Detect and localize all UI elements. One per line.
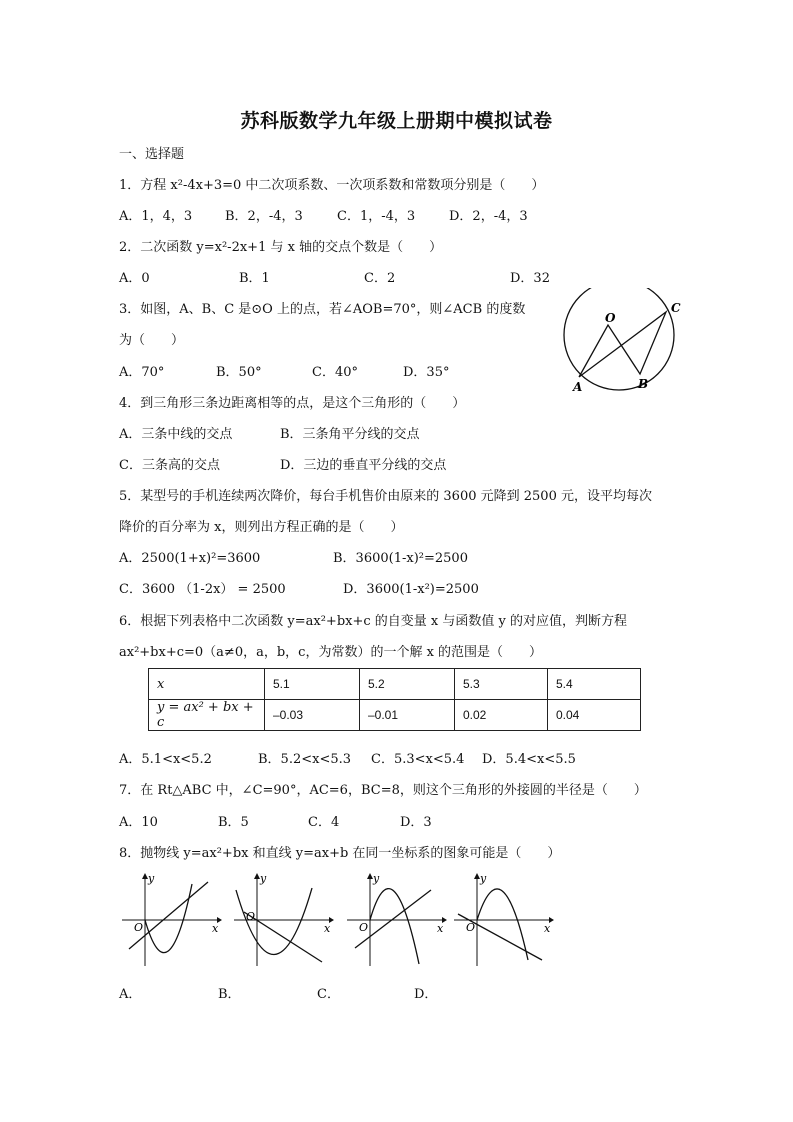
q3-option-d: D．35° [403, 365, 450, 380]
question-5-stem-line2: 降价的百分率为 x，则列出方程正确的是（ ） [119, 520, 404, 535]
q7-option-a: A．10 [119, 815, 158, 830]
section-heading: 一、选择题 [119, 147, 185, 162]
table-cell: 5.4 [548, 669, 641, 700]
graph-b [230, 870, 335, 970]
question-1-stem: 1．方程 x²-4x+3=0 中二次项系数、一次项系数和常数项分别是（ ） [119, 178, 545, 193]
q5-option-c: C．3600 （1-2x） = 2500 [119, 582, 286, 597]
q4-option-d: D．三边的垂直平分线的交点 [280, 458, 447, 473]
table-cell: y = ax² + bx + c [149, 700, 265, 731]
q5-option-a: A．2500(1+x)²=3600 [119, 551, 261, 566]
q3-option-b: B．50° [216, 365, 262, 380]
question-6-stem-line1: 6．根据下列表格中二次函数 y=ax²+bx+c 的自变量 x 与函数值 y 的对应值，判断方程 [119, 614, 627, 629]
table-row-x [149, 669, 641, 700]
table-cell: x [149, 669, 265, 700]
table-cell: –0.03 [265, 700, 360, 731]
x-axis-label: x [212, 922, 219, 935]
table-cell: –0.01 [360, 700, 455, 731]
q3-option-a: A．70° [119, 365, 165, 380]
graph-d [450, 870, 555, 970]
label-a: A [573, 380, 583, 394]
q1-option-c: C．1，-4，3 [337, 209, 416, 224]
q1-option-b: B．2，-4，3 [225, 209, 303, 224]
y-axis-label: y [260, 872, 267, 885]
label-b: B [638, 377, 649, 391]
label-c: C [671, 301, 681, 315]
q5-option-d: D．3600(1-x²)=2500 [343, 582, 479, 597]
q1-option-d: D．2，-4，3 [449, 209, 528, 224]
x-axis-label: x [324, 922, 331, 935]
q4-option-a: A．三条中线的交点 [119, 427, 233, 442]
q7-option-b: B．5 [218, 815, 249, 830]
circle-figure [555, 288, 685, 398]
q2-option-b: B．1 [239, 271, 270, 286]
origin-label: O [246, 910, 256, 923]
origin-label: O [134, 921, 144, 934]
q5-option-b: B．3600(1-x)²=2500 [333, 551, 468, 566]
origin-label: O [359, 921, 369, 934]
q8-option-c: C． [317, 987, 340, 1002]
question-3-stem-line1: 3．如图，A、B、C 是⊙O 上的点，若∠AOB=70°，则∠ACB 的度数 [119, 302, 526, 317]
x-axis-label: x [544, 922, 551, 935]
q3-option-c: C．40° [312, 365, 358, 380]
q8-option-d: D． [414, 987, 438, 1002]
table-cell: 0.04 [548, 700, 641, 731]
q2-option-c: C．2 [364, 271, 396, 286]
q1-option-a: A．1，4，3 [119, 209, 193, 224]
q8-option-b: B． [218, 987, 241, 1002]
x-axis-label: x [437, 922, 444, 935]
question-3-stem-line2: 为（ ） [119, 333, 185, 348]
q6-option-c: C．5.3<x<5.4 [371, 752, 465, 767]
table-cell: 0.02 [455, 700, 548, 731]
q4-option-c: C．三条高的交点 [119, 458, 220, 473]
table-row-y [149, 700, 641, 731]
question-2-stem: 2．二次函数 y=x²-2x+1 与 x 轴的交点个数是（ ） [119, 240, 443, 255]
q6-option-b: B．5.2<x<5.3 [258, 752, 352, 767]
q4-option-b: B．三条角平分线的交点 [280, 427, 420, 442]
table-cell: 5.2 [360, 669, 455, 700]
y-axis-label: y [373, 872, 380, 885]
graph-a [118, 870, 223, 970]
q6-option-d: D．5.4<x<5.5 [482, 752, 576, 767]
question-4-stem: 4．到三角形三条边距离相等的点，是这个三角形的（ ） [119, 396, 466, 411]
question-5-stem-line1: 5．某型号的手机连续两次降价，每台手机售价由原来的 3600 元降到 2500 元，设平均每次 [119, 489, 652, 504]
question-6-stem-line2: ax²+bx+c=0（a≠0，a，b，c，为常数）的一个解 x 的范围是（ ） [119, 645, 543, 660]
graph-c [343, 870, 448, 970]
value-table [148, 668, 641, 731]
q2-option-a: A．0 [119, 271, 150, 286]
question-7-stem: 7．在 Rt△ABC 中，∠C=90°，AC=6，BC=8，则这个三角形的外接圆的半径是（ ） [119, 783, 647, 798]
label-o: O [605, 311, 616, 325]
table-cell: 5.3 [455, 669, 548, 700]
y-axis-label: y [148, 872, 155, 885]
q6-option-a: A．5.1<x<5.2 [119, 752, 212, 767]
q2-option-d: D．32 [510, 271, 550, 286]
origin-label: O [466, 921, 476, 934]
q7-option-c: C．4 [308, 815, 340, 830]
table-cell: 5.1 [265, 669, 360, 700]
page-title: 苏科版数学九年级上册期中模拟试卷 [240, 110, 553, 132]
question-8-stem: 8．抛物线 y=ax²+bx 和直线 y=ax+b 在同一坐标系的图象可能是（ ） [119, 846, 561, 861]
q8-option-a: A． [119, 987, 142, 1002]
y-axis-label: y [480, 872, 487, 885]
q7-option-d: D．3 [400, 815, 432, 830]
